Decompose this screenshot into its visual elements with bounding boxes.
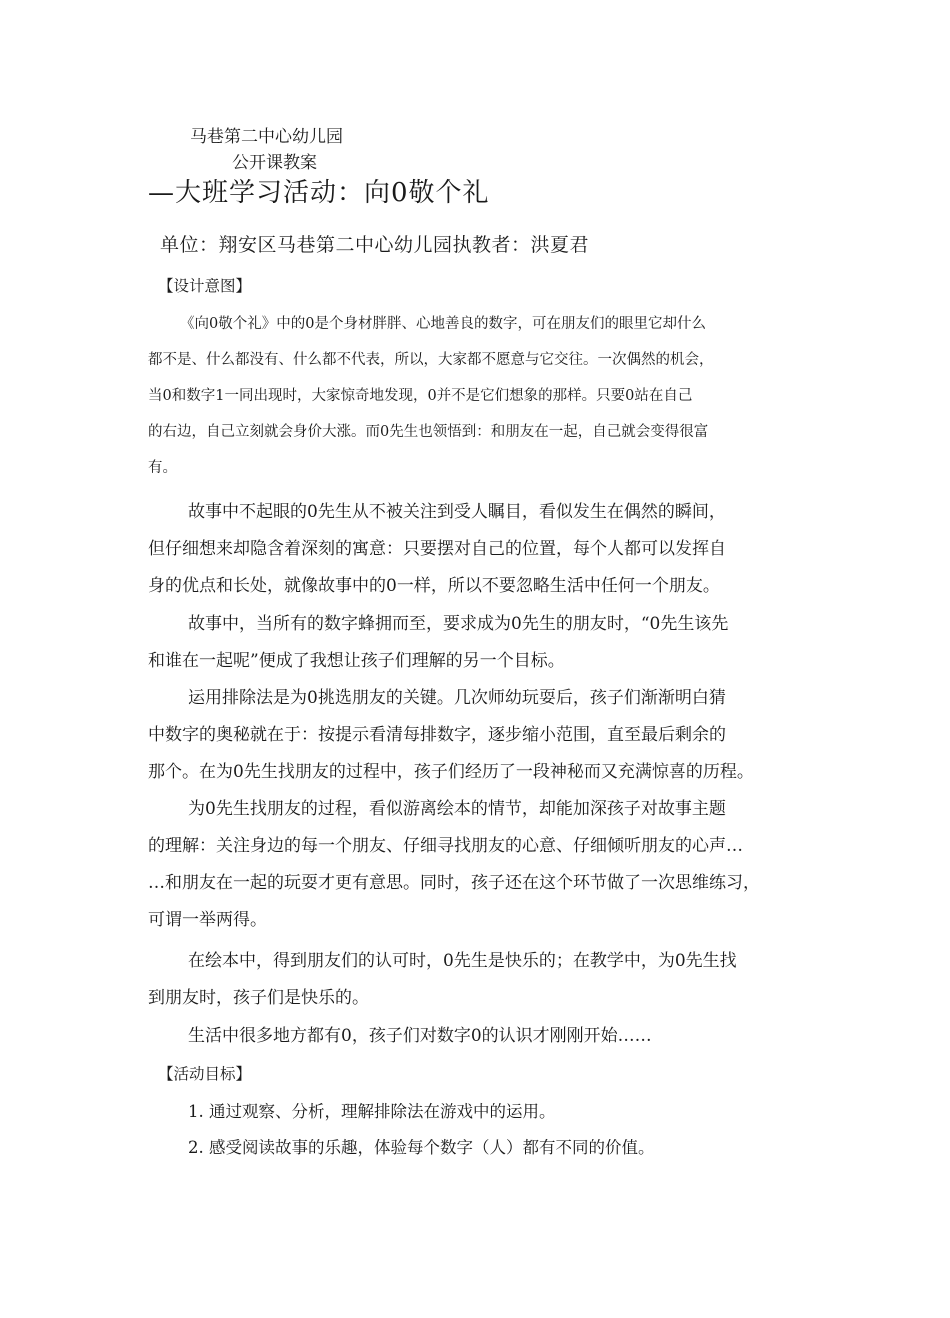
text-line: 到朋友时，孩子们是快乐的。: [148, 988, 369, 1008]
text-line: 和谁在一起呢”便成了我想让孩子们理解的另一个目标。: [148, 651, 565, 671]
text-line: 当0和数字1一同出现时，大家惊奇地发现，0并不是它们想象的那样。只要0站在自己: [148, 388, 693, 404]
list-item: 2. 感受阅读故事的乐趣，体验每个数字（人）都有不同的价值。: [188, 1138, 655, 1157]
text-line: 的右边，自己立刻就会身价大涨。而0先生也领悟到：和朋友在一起，自己就会变得很富: [148, 424, 709, 440]
school-name: 马巷第二中心幼儿园: [190, 127, 343, 147]
paragraph-7: [148, 1018, 808, 1055]
text-line: 可谓一举两得。: [148, 910, 267, 930]
paragraph-5: [148, 791, 808, 939]
paragraph-3: [148, 606, 808, 680]
goals-heading: 【活动目标】: [158, 1065, 252, 1083]
text-line: 在绘本中，得到朋友们的认可时，0先生是快乐的；在教学中，为0先生找: [188, 951, 737, 971]
text-line: 但仔细想来却隐含着深刻的寓意：只要摆对自己的位置，每个人都可以发挥自: [148, 539, 726, 559]
text-line: 《向0敬个礼》中的0是个身材胖胖、心地善良的数字，可在朋友们的眼里它却什么: [180, 316, 706, 332]
text-line: 故事中不起眼的0先生从不被关注到受人瞩目，看似发生在偶然的瞬间，: [188, 502, 726, 522]
design-intent-heading: 【设计意图】: [158, 277, 252, 295]
paragraph-4: [148, 680, 808, 791]
design-paragraph-1: [148, 306, 803, 486]
paragraph-6: [148, 943, 808, 1017]
text-line: 运用排除法是为0挑选朋友的关键。几次师幼玩耍后，孩子们渐渐明白猜: [188, 688, 726, 708]
text-line: 故事中，当所有的数字蜂拥而至，要求成为0先生的朋友时，“0先生该先: [188, 614, 729, 634]
text-line: 都不是、什么都没有、什么都不代表，所以，大家都不愿意与它交往。一次偶然的机会，: [148, 352, 714, 368]
paragraph-2: [148, 494, 808, 605]
text-line: 身的优点和长处，就像故事中的0一样，所以不要忽略生活中任何一个朋友。: [148, 576, 720, 596]
lesson-type: 公开课教案: [232, 153, 317, 173]
text-line: 中数字的奥秘就在于：按提示看清每排数字，逐步缩小范围，直至最后剩余的: [148, 725, 726, 745]
text-line: 的理解：关注身边的每一个朋友、仔细寻找朋友的心意、仔细倾听朋友的心声…: [148, 836, 743, 856]
text-line: 那个。在为0先生找朋友的过程中，孩子们经历了一段神秘而又充满惊喜的历程。: [148, 762, 754, 782]
text-line: 生活中很多地方都有0，孩子们对数字0的认识才刚刚开始……: [188, 1026, 652, 1046]
text-line: 有。: [148, 460, 177, 476]
goals-list: [188, 1094, 655, 1166]
list-item: 1. 通过观察、分析，理解排除法在游戏中的运用。: [188, 1102, 556, 1121]
text-line: …和朋友在一起的玩耍才更有意思。同时，孩子还在这个环节做了一次思维练习，: [148, 873, 760, 893]
text-line: 为0先生找朋友的过程，看似游离绘本的情节，却能加深孩子对故事主题: [188, 799, 726, 819]
unit-teacher-line: 单位：翔安区马巷第二中心幼儿园执教者：洪夏君: [160, 234, 590, 256]
page-title: —大班学习活动：向0敬个礼: [148, 178, 490, 208]
